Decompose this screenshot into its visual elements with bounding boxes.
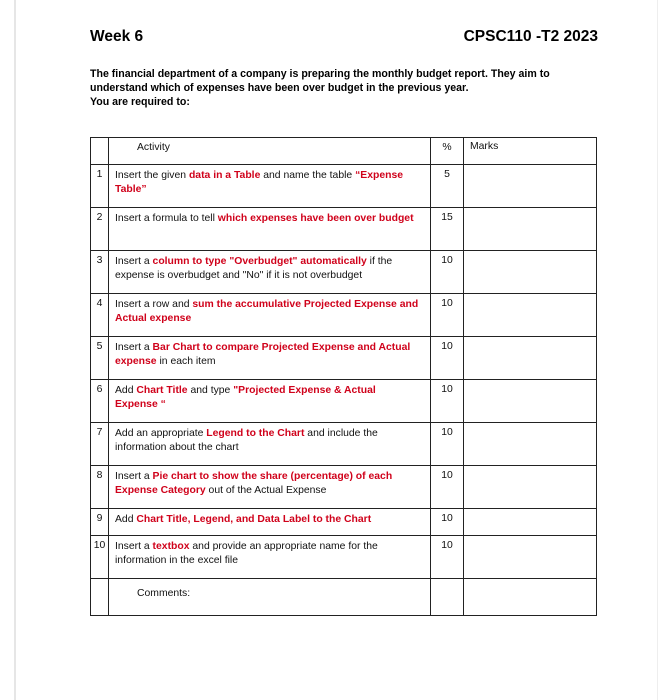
row-marks-cell[interactable]	[464, 380, 597, 423]
row-number: 2	[96, 212, 103, 223]
row-percent-cell	[431, 251, 464, 294]
row-percent: 10	[441, 298, 453, 309]
comments-row	[91, 579, 597, 616]
activity-text-part: Insert a	[115, 256, 153, 267]
row-number-cell	[91, 536, 109, 579]
row-number-cell	[91, 337, 109, 380]
comments-num-cell	[91, 579, 109, 616]
row-marks-cell[interactable]	[464, 536, 597, 579]
row-activity-text	[109, 208, 430, 226]
activity-text-part: out of the Actual Expense	[205, 485, 327, 497]
row-marks-cell[interactable]	[464, 337, 597, 380]
row-activity-cell	[109, 294, 431, 337]
table-row	[91, 466, 597, 509]
page-right-edge	[657, 0, 658, 700]
intro-paragraph	[90, 67, 610, 109]
comments-marks-cell[interactable]	[464, 579, 597, 616]
row-number: 6	[96, 384, 103, 395]
activity-text-part: Add	[115, 514, 137, 525]
row-activity-cell	[109, 466, 431, 509]
row-number: 3	[96, 255, 103, 266]
row-number: 5	[96, 341, 103, 352]
row-activity-text	[109, 536, 430, 569]
table-row	[91, 423, 597, 466]
row-percent: 10	[441, 513, 453, 524]
table-row	[91, 380, 597, 423]
row-number: 8	[96, 470, 103, 481]
row-number-cell	[91, 423, 109, 466]
activity-text-part: Insert a	[115, 541, 153, 552]
week-title: Week 6	[90, 28, 144, 45]
row-percent: 10	[441, 255, 453, 266]
activity-text-part: Add an appropriate	[115, 428, 207, 439]
activity-highlight: Bar Chart to compare Projected Expense and Actual expense	[115, 342, 411, 368]
row-number-cell	[91, 380, 109, 423]
row-marks-cell[interactable]	[464, 294, 597, 337]
row-percent-cell	[431, 380, 464, 423]
header-percent: %	[442, 142, 452, 153]
row-number-cell	[91, 466, 109, 509]
activity-text-part: and include the information about the chart	[115, 428, 378, 454]
row-percent: 10	[441, 427, 453, 438]
table-header-row	[91, 138, 597, 165]
row-number: 7	[96, 427, 103, 438]
table-row	[91, 337, 597, 380]
row-activity-cell	[109, 423, 431, 466]
row-percent: 10	[441, 341, 453, 352]
row-activity-text	[109, 466, 430, 499]
row-percent-cell	[431, 294, 464, 337]
row-percent-cell	[431, 337, 464, 380]
row-number: 9	[96, 513, 103, 524]
activity-highlight: sum the accumulative Projected Expense and Actual expense	[115, 299, 419, 325]
row-percent: 5	[444, 169, 450, 180]
row-activity-cell	[109, 208, 431, 251]
row-marks-cell[interactable]	[464, 251, 597, 294]
row-marks-cell[interactable]	[464, 466, 597, 509]
activity-highlight: Chart Title, Legend, and Data Label to the Chart	[136, 514, 372, 525]
tasks-table	[90, 137, 597, 616]
activity-highlight: data in a Table	[188, 170, 261, 181]
row-activity-text	[109, 294, 430, 327]
row-activity-text	[109, 165, 430, 198]
row-activity-cell	[109, 509, 431, 536]
row-number: 1	[96, 169, 103, 180]
course-code: CPSC110 -T2 2023	[463, 28, 598, 45]
header-num-cell	[91, 138, 109, 165]
row-number-cell	[91, 509, 109, 536]
row-number: 4	[96, 298, 103, 309]
row-activity-text	[109, 423, 430, 456]
activity-highlight: Pie chart to show the share (percentage) of each Expense Category	[115, 471, 393, 497]
row-number: 10	[93, 540, 106, 551]
activity-text-part: and provide an appropriate name for the information in the excel file	[115, 541, 378, 567]
activity-text-part: Add	[115, 385, 137, 396]
row-percent-cell	[431, 423, 464, 466]
intro-line-3: You are required to:	[90, 96, 190, 108]
intro-line-2: understand which of expenses have been over budget in the previous year.	[90, 82, 469, 94]
table-row	[91, 208, 597, 251]
header-marks-cell	[464, 138, 597, 165]
row-activity-cell	[109, 536, 431, 579]
table-row	[91, 165, 597, 208]
row-percent-cell	[431, 536, 464, 579]
activity-text-part: Insert a	[115, 471, 153, 482]
row-activity-cell	[109, 165, 431, 208]
header-activity-cell	[109, 138, 431, 165]
activity-text-part: Insert a formula to tell	[115, 213, 218, 224]
activity-text-part: Insert a	[115, 342, 153, 353]
intro-line-1: The financial department of a company is preparing the monthly budget report. They aim to	[90, 68, 550, 80]
activity-highlight: Chart Title	[136, 385, 188, 396]
row-number-cell	[91, 294, 109, 337]
row-percent-cell	[431, 466, 464, 509]
page-left-edge	[14, 0, 16, 700]
row-activity-text	[109, 509, 430, 527]
activity-text-part: and name the table	[260, 170, 356, 181]
row-percent: 10	[441, 470, 453, 481]
row-activity-text	[109, 337, 430, 370]
row-marks-cell[interactable]	[464, 208, 597, 251]
row-number-cell	[91, 208, 109, 251]
comments-label: Comments:	[137, 588, 191, 599]
activity-highlight: “Expense Table”	[115, 170, 404, 196]
row-marks-cell[interactable]	[464, 423, 597, 466]
table-row	[91, 294, 597, 337]
activity-highlight: column to type "Overbudget" automatically	[152, 256, 367, 267]
row-number-cell	[91, 251, 109, 294]
activity-text-part: Insert a row and	[115, 299, 193, 310]
activity-highlight: textbox	[152, 541, 190, 552]
activity-text-part: and type	[187, 385, 234, 396]
row-activity-text	[109, 251, 430, 284]
header-percent-cell	[431, 138, 464, 165]
activity-highlight: Legend to the Chart	[206, 428, 305, 439]
row-number-cell	[91, 165, 109, 208]
activity-highlight: "Projected Expense & Actual Expense “	[115, 385, 376, 411]
row-activity-cell	[109, 251, 431, 294]
activity-text-part: Insert the given	[115, 170, 189, 181]
row-percent-cell	[431, 509, 464, 536]
header-marks: Marks	[470, 141, 499, 152]
row-activity-text	[109, 380, 430, 413]
row-percent-cell	[431, 208, 464, 251]
activity-text-part: if the expense is overbudget and "No" if it is not overbudget	[115, 256, 393, 282]
row-percent: 15	[441, 212, 453, 223]
header-activity: Activity	[137, 142, 170, 153]
activity-text-part: in each item	[156, 356, 216, 368]
table-row	[91, 251, 597, 294]
table-row	[91, 509, 597, 536]
row-percent-cell	[431, 165, 464, 208]
activity-highlight: which expenses have been over budget	[217, 213, 414, 224]
row-activity-cell	[109, 337, 431, 380]
row-marks-cell[interactable]	[464, 165, 597, 208]
row-percent: 10	[441, 384, 453, 395]
row-percent: 10	[441, 540, 453, 551]
row-activity-cell	[109, 380, 431, 423]
comments-cell[interactable]	[109, 579, 431, 616]
comments-percent-cell	[431, 579, 464, 616]
table-row	[91, 536, 597, 579]
row-marks-cell[interactable]	[464, 509, 597, 536]
